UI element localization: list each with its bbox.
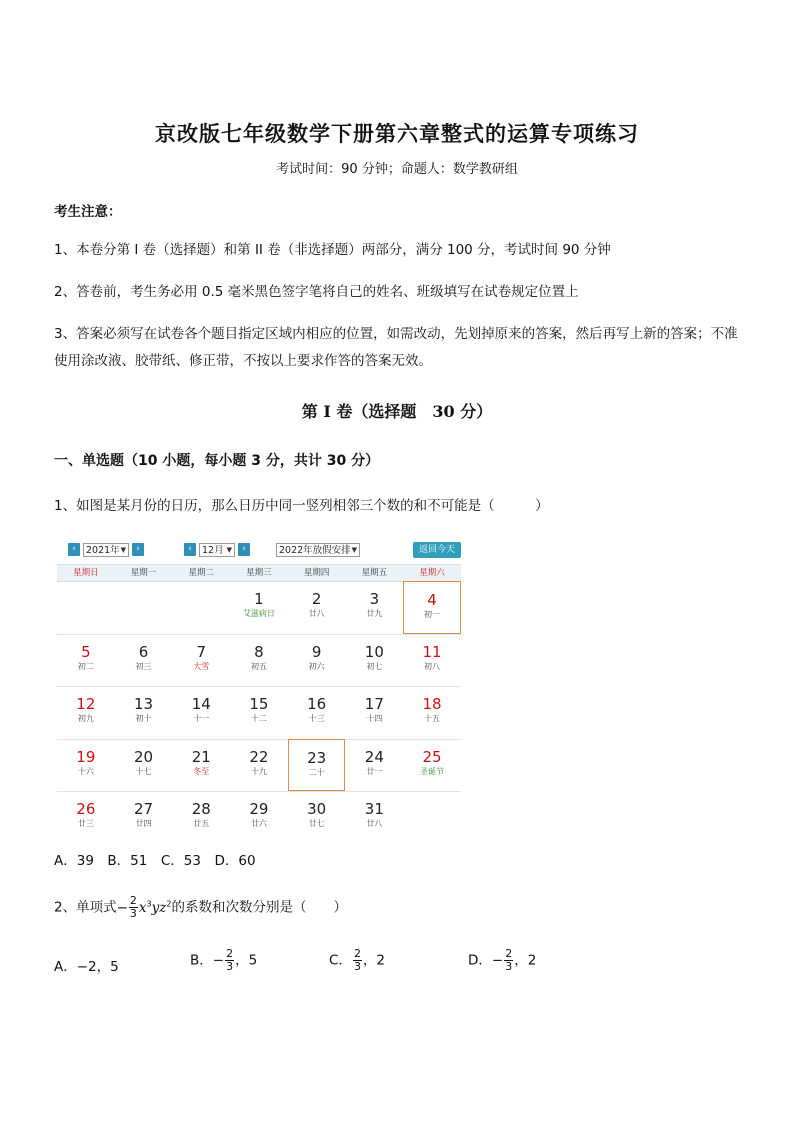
day-number: 4 [427,591,437,609]
question-1-stem: 1、如图是某月份的日历，那么日历中同一竖列相邻三个数的和不可能是（ ） [54,498,549,514]
year-select-value: 2021年 [86,545,120,556]
frac-num: 2 [353,947,361,960]
calendar-day-cell[interactable] [230,791,288,844]
calendar-day-cell[interactable] [346,581,404,634]
calendar-day-cell[interactable] [230,634,288,687]
var-yz: yz [151,899,167,916]
day-number: 21 [191,747,211,766]
question-2-option-b [190,948,257,973]
exam-subtitle: 考试时间：90 分钟；命题人：数学教研组 [276,162,518,177]
calendar-day-cell[interactable] [57,686,115,739]
calendar-day-cell[interactable] [57,739,115,792]
next-month-button[interactable]: › [238,543,250,556]
notice-item-2: 2、答卷前，考生务必用 0.5 毫米黑色签字笔将自己的姓名、班级填写在试卷规定位置上 [54,284,579,300]
weekday-fri: 星期五 [361,568,388,578]
option-c-label: C． [329,952,352,969]
day-number: 26 [76,800,96,818]
calendar-day-cell[interactable] [346,686,404,739]
day-number: 2 [311,590,322,608]
lunar-label: 廿一 [366,766,383,776]
month-select-value: 12月 [202,545,224,556]
section-title-a: 第 I 卷（选择题 [301,402,417,421]
day-number: 11 [422,642,442,661]
day-number: 12 [76,695,96,713]
calendar-figure [57,537,461,833]
option-d-tail: ，2 [514,952,537,969]
section-title [0,399,794,422]
calendar-day-cell[interactable] [288,581,346,634]
holiday-select[interactable] [276,543,360,557]
calendar-grid [57,581,461,833]
lunar-label: 廿七 [308,819,325,828]
calendar-day-cell[interactable] [230,581,288,634]
question-1-options: A．39 B．51 C．53 D．60 [54,853,256,869]
calendar-day-cell[interactable] [403,581,461,634]
weekday-header [57,564,461,582]
next-year-button[interactable]: › [132,543,144,556]
weekday-sun: 星期日 [73,568,99,578]
question-2-option-d [468,948,536,973]
prev-year-button[interactable]: ‹ [68,543,80,556]
coef-numerator: 2 [129,894,137,907]
lunar-label: 大雪 [193,661,210,671]
lunar-label: 初五 [250,661,267,671]
lunar-label: 十三 [308,714,325,723]
option-d-label: D．− [468,952,504,969]
calendar-day-cell[interactable] [115,686,173,739]
question-2-prefix: 2、单项式 [54,899,117,916]
day-number: 25 [422,747,442,766]
lunar-label: 初八 [424,661,441,671]
weekday-wed: 星期三 [246,568,272,578]
calendar-day-cell[interactable] [115,791,173,844]
day-number: 14 [191,695,211,713]
day-number: 9 [311,642,322,661]
frac-num: 2 [226,947,234,960]
option-b-label: B．− [190,952,225,969]
day-number: 7 [196,642,206,661]
lunar-label: 艾滋病日 [242,609,275,618]
lunar-label: 初七 [366,661,383,671]
lunar-label: 十四 [366,714,383,723]
lunar-label: 初三 [135,661,152,671]
monomial [116,894,172,920]
frac-den: 3 [353,960,361,973]
question-2-option-c [329,948,385,973]
lunar-label: 冬至 [193,766,210,776]
calendar-day-cell[interactable] [403,739,461,792]
lunar-label: 初一 [424,610,441,619]
calendar-day-cell[interactable] [57,791,115,844]
coef-sign: − [116,899,128,916]
frac-den: 3 [226,960,234,973]
var-x: x [138,899,147,916]
option-b-fraction [225,948,234,973]
question-2-option-a: A．−2，5 [54,959,119,975]
day-number: 28 [191,800,211,818]
frac-den: 3 [505,960,513,973]
section-title-b: 30 分） [432,402,493,421]
lunar-label: 廿三 [77,819,94,828]
day-number: 10 [364,642,384,661]
lunar-label: 廿九 [366,609,383,618]
lunar-label: 十七 [135,766,152,776]
day-number: 29 [249,800,269,818]
weekday-sat: 星期六 [419,568,445,578]
day-number: 3 [369,590,380,608]
day-number: 5 [81,642,91,661]
exam-title: 京改版七年级数学下册第六章整式的运算专项练习 [155,121,639,146]
calendar-day-cell[interactable] [346,634,404,687]
coef-denominator: 3 [129,907,137,920]
notice-item-3: 3、答案必须写在试卷各个题目指定区域内相应的位置，如需改动，先划掉原来的答案，然后再写上新的答案；不准使用涂改液、胶带纸、修正带，不按以上要求作答的答案无效。 [54,326,738,369]
calendar-day-cell[interactable] [57,634,115,687]
lunar-label: 廿四 [135,819,152,828]
day-number: 23 [307,748,327,767]
back-to-today-button[interactable]: 返回今天 [413,542,461,558]
option-d-fraction [504,948,513,973]
lunar-label: 初六 [308,661,325,671]
lunar-label: 廿八 [366,819,383,828]
calendar-day-cell[interactable] [230,686,288,739]
option-b-tail: ，5 [235,952,258,969]
day-number: 17 [364,695,384,713]
chevron-down-icon: ▼ [120,546,126,554]
lunar-label: 初十 [135,714,152,723]
month-select[interactable] [199,543,235,557]
calendar-day-cell[interactable] [115,634,173,687]
chevron-down-icon: ▼ [351,546,357,554]
frac-num: 2 [505,947,513,960]
year-select[interactable] [83,543,129,557]
day-number: 19 [76,747,96,766]
day-number: 8 [254,642,264,661]
lunar-label: 十二 [250,714,267,723]
chevron-down-icon: ▼ [226,546,232,554]
calendar-day-cell[interactable] [172,739,230,792]
weekday-thu: 星期四 [303,568,330,578]
weekday-tue: 星期二 [188,568,214,578]
option-c-fraction [353,948,362,973]
notice-item-1: 1、本卷分第 I 卷（选择题）和第 II 卷（非选择题）两部分，满分 100 分，考试时间 90 分钟 [54,242,611,258]
lunar-label: 圣诞节 [420,766,445,776]
question-2-suffix: 的系数和次数分别是（ ） [171,899,347,916]
day-number: 24 [364,747,384,766]
lunar-label: 初二 [77,661,94,671]
day-number: 16 [307,695,327,713]
weekday-mon: 星期一 [130,568,157,578]
exp-x: 3 [146,899,152,908]
prev-month-button[interactable]: ‹ [184,543,196,556]
lunar-label: 廿八 [308,609,325,618]
calendar-day-cell[interactable] [172,791,230,844]
day-number: 27 [133,800,154,818]
calendar-day-cell[interactable] [288,686,346,739]
question-2-stem [54,895,347,920]
calendar-day-cell[interactable] [403,634,461,687]
exp-z: 2 [166,899,172,908]
day-number: 13 [133,695,154,713]
calendar-day-cell[interactable] [288,791,346,844]
day-number: 30 [307,800,327,818]
day-number: 31 [364,800,384,818]
calendar-day-cell[interactable] [115,739,173,792]
day-number: 1 [254,590,264,608]
lunar-label: 十五 [424,714,441,723]
calendar-day-cell[interactable] [172,634,230,687]
calendar-day-cell[interactable] [346,739,404,792]
calendar-day-cell[interactable] [403,686,461,739]
day-number: 18 [422,695,442,713]
lunar-label: 十九 [250,766,267,776]
coef-fraction [129,895,138,920]
lunar-label: 初九 [77,714,94,723]
part-heading: 一、单选题（10 小题，每小题 3 分，共计 30 分） [54,453,380,469]
day-number: 22 [249,747,269,766]
day-number: 20 [133,747,154,766]
calendar-day-cell[interactable] [230,739,288,792]
lunar-label: 十一 [193,714,210,723]
calendar-toolbar [57,537,461,563]
lunar-label: 二十 [308,767,325,777]
holiday-select-value: 2022年放假安排 [279,545,351,556]
option-c-tail: ，2 [362,952,386,969]
calendar-day-cell[interactable] [346,791,404,844]
lunar-label: 十六 [77,766,94,776]
day-number: 6 [138,642,149,661]
lunar-label: 廿六 [250,819,267,828]
calendar-day-cell[interactable] [288,739,346,792]
lunar-label: 廿五 [193,819,210,828]
calendar-day-cell[interactable] [288,634,346,687]
notice-heading: 考生注意： [54,204,122,220]
calendar-day-cell[interactable] [172,686,230,739]
day-number: 15 [249,695,269,713]
